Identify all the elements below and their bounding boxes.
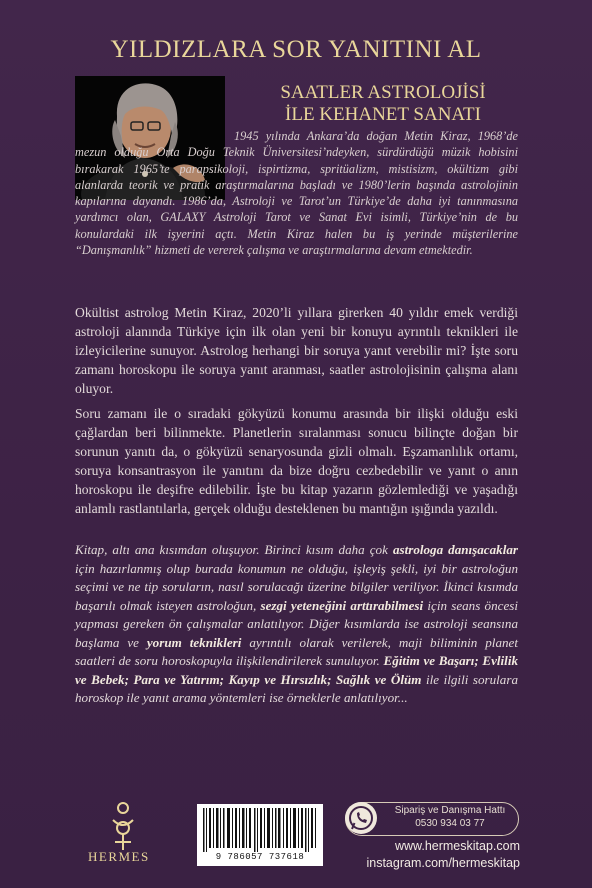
description-paragraph-1: Okültist astrolog Metin Kiraz, 2020’li yıllara girerken 40 yıldır emek verdiği astroloji alanında Türkiye için ilk olan yeni bir konuyu ayrıntılı teknikleri ile izleyicilerine sunuyor. Astrolog herhangi bir soruya yanıt verebilir mi? İşte soru zamanı horoskopu ile soruya yanıt aranması, saatler astrolojisinin çalışma alanı oluyor.: [75, 305, 518, 396]
p3-text-g: ayrıntılı olarak verilerek, maji biliminin planet saatleri de soru horoskopuyla ilişkilendirilerek sunuluyor.: [75, 634, 518, 668]
order-hotline-phone: 0530 934 03 77: [415, 818, 485, 829]
isbn-number: 9 786057 737618: [215, 852, 305, 862]
subtitle-line-2: İLE KEHANET SANATI: [285, 104, 481, 125]
p3-text-c: için hazırlanmış olup burada konumun ne olduğu, işleyiş şekli, iyi bir astroloğun seçimi ve ne tip soruların, nasıl sorulacağı üzerine bilgiler veriliyor. İkinci kısımda başarılı olmak isteyen astroloğun,: [75, 560, 518, 613]
whatsapp-icon: [345, 802, 377, 834]
subtitle-line-1: SAATLER ASTROLOJİSİ: [280, 82, 486, 103]
book-subtitle: [248, 82, 518, 126]
description-paragraph-3: [75, 541, 518, 708]
p3-text-e: için seans öncesi yapması gereken ön çalışmalar anlatılıyor. Diğer kısımlarda ise astroloji seansına başlama ve: [75, 597, 518, 650]
p3-bold-b: astrologa danışacaklar: [392, 542, 518, 557]
p3-bold-h: Eğitim ve Başarı; Evlilik ve Bebek; Para ve Yatırım; Kayıp ve Hırsızlık; Sağlık ve Ölüm: [75, 653, 519, 687]
order-hotline-label: Sipariş ve Danışma Hattı: [394, 805, 506, 816]
bio-spacer-top: [75, 128, 234, 134]
description-paragraph-2: Soru zamanı ile o sıradaki gökyüzü konumu arasında bir ilişki olduğu eski çağlardan beri bilinmekte. Planetlerin sıralanması sonucu bilinçte doğan bir sorunun yanıtı da, o gökyüzü senaryosunda gizli olmalı. Eşzamanlılık ortamı, soruya konsantrasyon ile yanıtını da bize doğru cezbedebilir ve yanıt o anın horoskopu ile deşifre edilebilir. İşte bu kitap yazarın gözlemlediği ve yaşadığı anlamlı rastlantılarla, gerçek olduğu desteklenen bu mantığın ışığında yazıldı.: [75, 406, 518, 516]
p3-bold-f: yorum teknikleri: [146, 634, 242, 650]
p3-text-a: Kitap, altı ana kısımdan oluşuyor. Birinci kısım daha çok: [75, 542, 393, 557]
p3-bold-d: sezgi yeteneğini arttırabilmesi: [260, 597, 424, 613]
p3-text-i: ile ilgili sorulara horoskop ile yanıt arama yöntemleri ise örneklerle anlatılıyor...: [75, 671, 518, 705]
publisher-name: HERMES: [88, 849, 150, 864]
barcode-icon: [197, 804, 323, 852]
instagram-link[interactable]: instagram.com/hermeskitap: [366, 856, 520, 870]
author-bio: [75, 128, 518, 258]
author-bio-text: 1945 yılında Ankara’da doğan Metin Kiraz, 1968’de mezun olduğu Orta Doğu Teknik Üniversitesi’ndeyken, sürdürdüğü müzik hobisini bırakarak 1965’te parapsikoloji, ispirtizma, spritüalizm, mistisizm, okültizm gibi alanlarda teorik ve pratik araştırmalarına başladı ve 1980’lerin başında astrolojinin kapılarına dayandı. 1986’da, Astroloji ve Tarot’un Türkiye’de daha iyi tanınmasına yardımcı olan, GALAXY Astroloji Tarot ve Sanat Evi isimli, Türkiye’nin de bu konulardaki ilk işyerini açtı. Metin Kiraz halen bu iş yerinde müşterilerine “Danışmanlık” hizmeti de vererek çalışma ve araştırmalarına devam etmektedir.: [75, 129, 518, 258]
book-title: YILDIZLARA SOR YANITINI AL: [110, 36, 482, 63]
website-link[interactable]: www.hermeskitap.com: [394, 839, 520, 853]
